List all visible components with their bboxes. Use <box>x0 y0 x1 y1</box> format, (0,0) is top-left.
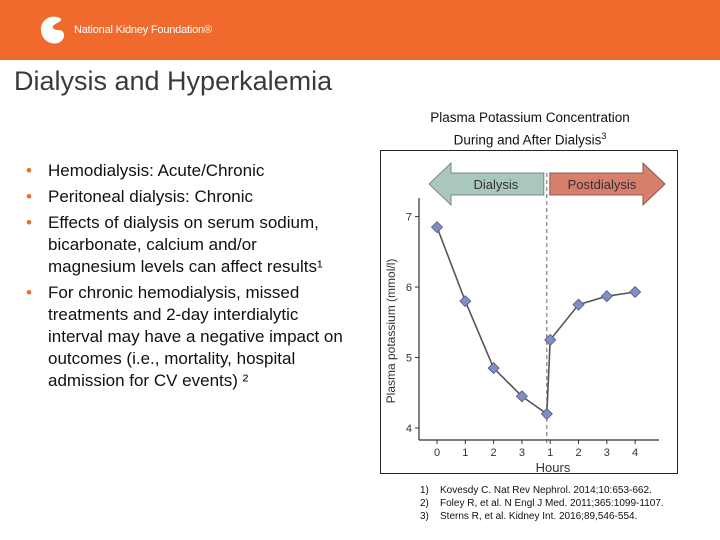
chart-caption <box>380 108 680 150</box>
x-tick-label: 4 <box>632 447 639 459</box>
bullet-item <box>26 160 346 182</box>
reference-item <box>420 510 664 523</box>
potassium-chart <box>380 150 678 474</box>
reference-text: Kovesdy C. Nat Rev Nephrol. 2014;10:653-662. <box>440 485 652 496</box>
y-tick-label: 5 <box>405 352 412 365</box>
reference-number: 2) <box>420 498 429 509</box>
chart-caption-line1: Plasma Potassium Concentration <box>430 110 630 125</box>
bullet-dot-icon: • <box>26 213 32 232</box>
potassium-line <box>437 227 635 414</box>
data-point <box>460 296 471 307</box>
x-tick-label: 1 <box>547 447 554 459</box>
reference-text: Sterns R, et al. Kidney Int. 2016;89,546-554. <box>440 511 638 522</box>
header-bar <box>0 0 720 60</box>
bullet-list <box>26 160 346 396</box>
bullet-item <box>26 282 346 392</box>
bullet-dot-icon: • <box>26 161 32 180</box>
x-tick-label: 1 <box>462 447 469 459</box>
chart-caption-line2 <box>380 127 680 150</box>
bullet-dot-icon: • <box>26 187 32 206</box>
x-tick-label: 2 <box>490 447 497 459</box>
bullet-text: Effects of dialysis on serum sodium, bicarbonate, calcium and/or magnesium levels can affect results¹ <box>48 213 323 276</box>
dialysis-phase-label: Dialysis <box>473 177 519 192</box>
bullet-item <box>26 186 346 208</box>
postdialysis-phase-label: Postdialysis <box>567 177 637 192</box>
y-tick-label: 4 <box>405 423 412 435</box>
brand-name: National Kidney Foundation® <box>74 24 212 36</box>
references <box>420 484 664 523</box>
data-point <box>541 408 552 419</box>
chart-svg <box>381 151 677 473</box>
bullet-text: Hemodialysis: Acute/Chronic <box>48 161 265 180</box>
kidney-bean-icon <box>36 14 68 46</box>
bullet-text: For chronic hemodialysis, missed treatments and 2-day interdialytic interval may have a negative impact on outcomes (i.e., mortality, hospital admission for CV events) ² <box>48 283 343 390</box>
x-tick-label: 3 <box>603 447 610 459</box>
y-tick-label: 7 <box>405 211 412 224</box>
chart-caption-ref-mark: 3 <box>601 131 607 141</box>
data-point <box>601 291 612 302</box>
reference-text: Foley R, et al. N Engl J Med. 2011;365:1099-1107. <box>440 498 664 509</box>
data-point <box>432 222 443 233</box>
bullet-dot-icon: • <box>26 283 32 302</box>
x-axis-label: Hours <box>535 460 571 473</box>
x-tick-label: 0 <box>433 447 441 459</box>
bullet-item <box>26 212 346 278</box>
slide-title: Dialysis and Hyperkalemia <box>14 66 333 96</box>
bullet-text: Peritoneal dialysis: Chronic <box>48 187 254 206</box>
reference-number: 3) <box>420 511 429 522</box>
x-tick-label: 2 <box>575 447 582 459</box>
x-tick-label: 3 <box>518 447 525 459</box>
y-tick-label: 6 <box>405 282 412 295</box>
data-point <box>630 286 641 297</box>
y-axis-label: Plasma potassium (mmol/l) <box>384 258 398 404</box>
reference-item <box>420 484 664 497</box>
chart-caption-line2-text: During and After Dialysis <box>453 132 602 148</box>
logo <box>36 14 212 46</box>
reference-number: 1) <box>420 485 429 496</box>
reference-item <box>420 497 664 510</box>
